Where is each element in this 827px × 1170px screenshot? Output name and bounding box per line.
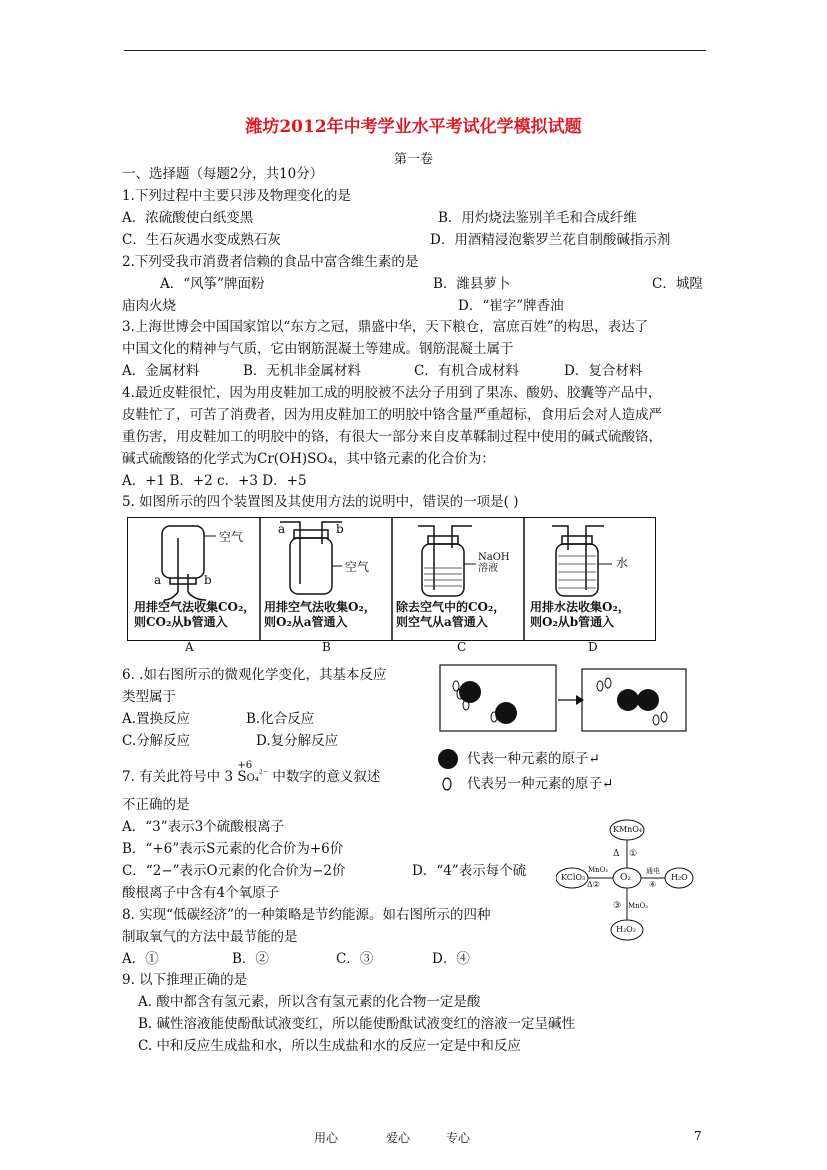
q5-stem: 5. 如图所示的四个装置图及其使用方法的说明中，错误的一项是( ) bbox=[122, 494, 519, 510]
fig-d-caption bbox=[530, 600, 630, 630]
q7-symbol: S bbox=[237, 769, 247, 785]
footer-word-1: 用心 bbox=[314, 1131, 339, 1145]
q3-option-b: B．无机非金属材料 bbox=[243, 363, 361, 379]
section-heading: 一、选择题（每题2分，共10分） bbox=[122, 166, 324, 182]
q7-prefix: 7. 有关此符号中 3 bbox=[122, 769, 234, 785]
label-route-3: ③ bbox=[613, 901, 622, 911]
q7-option-d-cont: 酸根离子中含有4个氧原子 bbox=[122, 885, 280, 901]
fig-b-gas-label: 空气 bbox=[345, 560, 370, 574]
node-kmno4: KMnO₄ bbox=[613, 825, 643, 834]
fig-b-caption-2: 则O₂从a管通入 bbox=[264, 615, 348, 629]
q7-charge: ²⁻ bbox=[258, 769, 269, 780]
q9-option-a: A. 酸中都含有氢元素，所以含有氢元素的化合物一定是酸 bbox=[138, 994, 481, 1010]
q4-options: A．+1 B．+2 c．+3 D．+5 bbox=[122, 473, 307, 489]
q7-line-2: 不正确的是 bbox=[122, 797, 190, 813]
fig-a-caption-1: 用排空气法收集CO₂， bbox=[134, 600, 256, 614]
fig-c-liquid-label bbox=[478, 552, 510, 574]
fig-b-tube-a: a bbox=[278, 522, 286, 536]
fig-letter-b: B bbox=[322, 640, 331, 654]
q6-option-d: D.复分解反应 bbox=[256, 733, 339, 749]
q7-valence-mark: +6 bbox=[237, 760, 253, 771]
q2-option-b: B．潍县萝卜 bbox=[433, 276, 511, 292]
fig-d-caption-1: 用排水法收集O₂， bbox=[530, 600, 630, 614]
q3-option-c: C．有机合成材料 bbox=[414, 363, 519, 379]
fig-letter-c: C bbox=[457, 640, 467, 654]
node-kclo3: KClO₃ bbox=[561, 873, 586, 882]
header-rule bbox=[124, 50, 706, 51]
q1-option-b: B．用灼烧法鉴别羊毛和合成纤维 bbox=[438, 210, 637, 226]
fig-c-liquid-line-1: NaOH bbox=[478, 552, 510, 563]
q3-line-2: 中国文化的精神与气质，它由钢筋混凝土等建成。钢筋混凝土属于 bbox=[122, 341, 514, 357]
fig-c-caption bbox=[396, 600, 505, 630]
footer-word-3: 专心 bbox=[446, 1131, 471, 1145]
node-h2o: H₂O bbox=[671, 873, 688, 882]
q8-option-c: C．③ bbox=[336, 951, 374, 967]
q1-option-d: D．用酒精浸泡紫罗兰花自制酸碱指示剂 bbox=[430, 232, 671, 248]
q8-line-2: 制取氧气的方法中最节能的是 bbox=[122, 929, 298, 945]
label-route-4: ④ bbox=[649, 880, 657, 889]
q3-option-a: A．金属材料 bbox=[122, 363, 200, 379]
q4-line-3: 重伤害，用皮鞋加工的明胶中的铬，有很大一部分来自皮革鞣制过程中使用的碱式硫酸铬， bbox=[122, 429, 662, 445]
q6-line-1: 6. .如右图所示的微观化学变化，其基本反应 bbox=[122, 667, 387, 683]
q9-stem: 9. 以下推理正确的是 bbox=[122, 972, 248, 988]
q7-suffix: 中数字的意义叙述 bbox=[272, 769, 381, 785]
q6-line-2: 类型属于 bbox=[122, 689, 176, 705]
label-heat-2: Δ bbox=[587, 880, 593, 889]
fig-b-tube-b: b bbox=[336, 522, 344, 536]
fig-a-tube-b: b bbox=[204, 573, 212, 587]
q6-option-a: A.置换反应 bbox=[122, 711, 191, 727]
legend-hollow-atom: 代表另一种元素的原子↵ bbox=[467, 776, 614, 792]
volume-label: 第一卷 bbox=[393, 152, 433, 167]
q9-option-c: C. 中和反应生成盐和水，所以生成盐和水的反应一定是中和反应 bbox=[138, 1038, 521, 1054]
q9-option-b: B. 碱性溶液能使酚酞试液变红，所以能使酚酞试液变红的溶液一定呈碱性 bbox=[138, 1016, 576, 1032]
fig-c-caption-2: 则空气从a管通入 bbox=[396, 615, 488, 629]
fig-a-caption-2: 则CO₂从b管通入 bbox=[134, 615, 228, 629]
fig-c-liquid-line-2: 溶液 bbox=[478, 563, 498, 574]
fig-b-caption bbox=[264, 600, 376, 630]
q6-option-c: C.分解反应 bbox=[122, 733, 191, 749]
q2-option-d: D．“崔字”牌香油 bbox=[458, 298, 564, 314]
q7-option-a: A．“3”表示3个硫酸根离子 bbox=[122, 819, 285, 835]
q4-line-4: 碱式硫酸铬的化学式为Cr(OH)SO₄，其中铬元素的化合价为： bbox=[122, 451, 495, 467]
q8-option-a: A．① bbox=[122, 951, 159, 967]
label-route-2 bbox=[587, 880, 600, 889]
q2-stem: 2.下列受我市消费者信赖的食品中富含维生素的是 bbox=[122, 254, 419, 270]
q3-option-d: D．复合材料 bbox=[564, 363, 643, 379]
fig-a-gas-label: 空气 bbox=[219, 530, 244, 544]
label-heat-1: Δ bbox=[613, 849, 620, 859]
q5-apparatus-figure bbox=[127, 517, 656, 641]
page-number: 7 bbox=[694, 1129, 702, 1143]
q7-subscript: O₄ bbox=[246, 773, 259, 784]
q7-option-d: D．“4”表示每个硫 bbox=[412, 863, 527, 879]
footer-word-2: 爱心 bbox=[386, 1131, 411, 1145]
q2-option-c: C．城隍 bbox=[652, 276, 703, 292]
fig-a-caption bbox=[134, 600, 255, 630]
label-route-2-num: ② bbox=[592, 880, 600, 889]
label-route-1: ① bbox=[629, 849, 638, 859]
q1-stem: 1.下列过程中主要只涉及物理变化的是 bbox=[122, 188, 351, 204]
q7-line-1 bbox=[122, 760, 381, 789]
q4-line-2: 皮鞋忙了，可苦了消费者，因为用皮鞋加工的明胶中铬含量严重超标，食用后会对人造成严 bbox=[122, 407, 662, 423]
q2-option-c-cont: 庙肉火烧 bbox=[122, 298, 176, 314]
legend-filled-atom: 代表一种元素的原子↵ bbox=[467, 751, 600, 767]
label-mno2-2: MnO₂ bbox=[588, 866, 609, 874]
q2-option-a: A．“风筝”牌面粉 bbox=[160, 276, 265, 292]
q7-option-b: B．“+6”表示S元素的化合价为+6价 bbox=[122, 841, 344, 857]
q8-option-d: D．④ bbox=[432, 951, 470, 967]
q8-option-b: B．② bbox=[232, 951, 269, 967]
fig-c-caption-1: 除去空气中的CO₂， bbox=[396, 600, 506, 614]
fig-d-liquid-label: 水 bbox=[616, 556, 629, 570]
node-o2: O₂ bbox=[620, 873, 631, 883]
q7-option-c: C．“2−”表示O元素的化合价为−2价 bbox=[122, 863, 346, 879]
fig-letter-a: A bbox=[185, 640, 194, 654]
fig-a-tube-a: a bbox=[154, 573, 162, 587]
label-electrolysis: 通电 bbox=[646, 867, 660, 875]
fig-d-caption-2: 则O₂从b管通入 bbox=[530, 615, 615, 629]
node-h2o2: H₂O₂ bbox=[616, 925, 636, 934]
q6-option-b: B.化合反应 bbox=[246, 711, 315, 727]
fig-b-caption-1: 用排空气法收集O₂， bbox=[264, 600, 376, 614]
label-mno2-3: MnO₂ bbox=[628, 902, 649, 910]
fig-letter-d: D bbox=[588, 640, 598, 654]
q3-line-1: 3.上海世博会中国国家馆以“东方之冠，鼎盛中华，天下粮仓，富庶百姓”的构思，表达了 bbox=[122, 319, 649, 335]
q4-line-1: 4.最近皮鞋很忙，因为用皮鞋加工成的明胶被不法分子用到了果冻、酸奶、胶囊等产品中， bbox=[122, 385, 662, 401]
page-title: 潍坊2012年中考学业水平考试化学模拟试题 bbox=[245, 117, 582, 137]
q1-option-a: A．浓硫酸使白纸变黑 bbox=[122, 210, 254, 226]
q8-line-1: 8. 实现“低碳经济”的一种策略是节约能源。如右图所示的四种 bbox=[122, 907, 491, 923]
q1-option-c: C．生石灰遇水变成熟石灰 bbox=[122, 232, 281, 248]
